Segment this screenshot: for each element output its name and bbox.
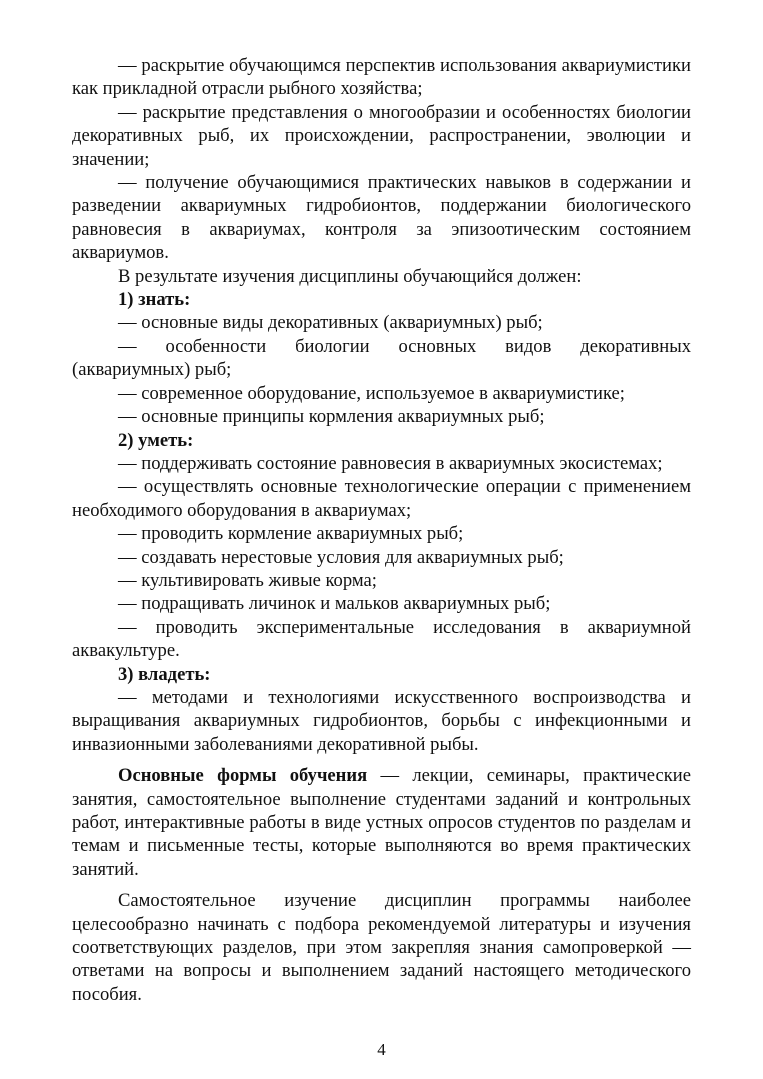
heading-master: 3) владеть: [118, 663, 211, 685]
paragraph-self-study: Самостоятельное изучение дисциплин программы наиболее целесообразно начинать с подбора рекомендуемой литературы и изучения соответствующих разделов, при этом закрепляя знания самопроверкой — ответами на вопросы и выполнением заданий настоящего методического пособия. [72, 890, 691, 1005]
heading-know: 1) знать: [118, 289, 191, 311]
page-body [72, 54, 691, 1006]
paragraph-goal-3: — получение обучающимися практических навыков в содержании и разведении аквариумных гидробионтов, поддержании биологического равновесия в аквариумах, контроля за эпизоотическим состоянием аквариумов. [72, 172, 691, 264]
list-item: — проводить экспериментальные исследования в аквариумной аквакультуре. [72, 616, 691, 662]
paragraph-result-intro: В результате изучения дисциплины обучающийся должен: [118, 265, 582, 287]
list-item: — особенности биологии основных видов декоративных (аквариумных) рыб; [72, 335, 691, 381]
list-item: — основные виды декоративных (аквариумных) рыб; [118, 312, 543, 334]
forms-of-study-lead: Основные формы обучения [118, 765, 368, 787]
paragraph-goal-1: — раскрытие обучающимся перспектив использования аквариумистики как прикладной отрасли рыбного хозяйства; [72, 55, 691, 100]
list-item: — создавать нерестовые условия для аквариумных рыб; [118, 546, 564, 568]
list-item: — методами и технологиями искусственного воспроизводства и выращивания аквариумных гидробионтов, борьбы с инфекционными и инвазионными заболеваниями декоративной рыбы. [72, 686, 691, 755]
list-item: — осуществлять основные технологические операции с применением необходимого оборудования в аквариумах; [72, 476, 691, 521]
list-item: — современное оборудование, используемое в аквариумистике; [118, 382, 625, 404]
heading-can: 2) уметь: [118, 429, 194, 451]
list-item: — поддерживать состояние равновесия в аквариумных экосистемах; [118, 452, 663, 474]
list-item: — подращивать личинок и мальков аквариумных рыб; [118, 593, 551, 615]
paragraph-goal-2: — раскрытие представления о многообразии и особенностях биологии декоративных рыб, их происхождении, распространении, эволюции и значении; [72, 101, 691, 170]
forms-of-study-text: — лекции, семинары, практические занятия, самостоятельное выполнение студентами заданий и контрольных работ, интерактивные работы в виде устных опросов студентов по разделам и темам и письменные тесты, которые выполняются во время практических занятий. [72, 765, 691, 880]
list-item: — проводить кормление аквариумных рыб; [118, 523, 464, 545]
page-number: 4 [377, 1040, 386, 1059]
list-item: — основные принципы кормления аквариумных рыб; [118, 406, 545, 428]
paragraph-forms-of-study [72, 764, 691, 881]
list-item: — культивировать живые корма; [118, 569, 377, 591]
